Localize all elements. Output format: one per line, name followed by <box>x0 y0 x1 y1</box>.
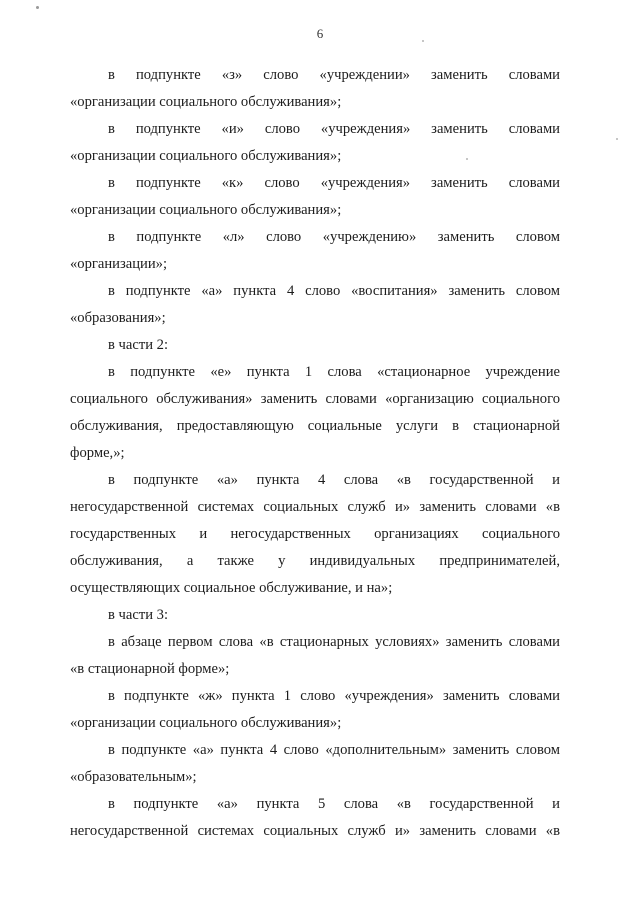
paragraph <box>70 116 560 170</box>
paragraph <box>70 332 560 359</box>
scan-speck <box>616 138 618 140</box>
text-line: в подпункте «л» слово «учреждению» заменить словом <box>108 229 560 245</box>
paragraph <box>70 602 560 629</box>
paragraph <box>70 683 560 737</box>
text-line: «организации социального обслуживания»; <box>70 148 342 164</box>
text-line: в подпункте «е» пункта 1 слова «стационарное учреждение <box>108 364 560 380</box>
page-number: 6 <box>316 26 324 41</box>
text-line: социального обслуживания» заменить словами «организацию социального <box>70 391 560 407</box>
text-line: форме,»; <box>70 445 125 461</box>
text-line: в подпункте «а» пункта 4 слово «дополнительным» заменить словом <box>108 742 560 758</box>
text-line: «в стационарной форме»; <box>70 661 230 677</box>
paragraph <box>70 224 560 278</box>
text-line: в подпункте «а» пункта 4 слово «воспитания» заменить словом <box>108 283 560 299</box>
text-line: в подпункте «а» пункта 5 слова «в государственной и <box>108 796 560 812</box>
paragraph <box>70 62 560 116</box>
text-line: обслуживания, а также у индивидуальных предпринимателей, <box>70 553 560 569</box>
text-line: обслуживания, предоставляющую социальные услуги в стационарной <box>70 418 560 434</box>
text-line: в абзаце первом слова «в стационарных условиях» заменить словами <box>108 634 560 650</box>
text-line: «организации социального обслуживания»; <box>70 715 342 731</box>
paragraph <box>70 629 560 683</box>
scan-mark <box>36 6 39 9</box>
text-line: в подпункте «к» слово «учреждения» заменить словами <box>108 175 560 191</box>
text-line: осуществляющих социальное обслуживание, и на»; <box>70 580 393 596</box>
text-line: «организации социального обслуживания»; <box>70 202 342 218</box>
text-line: негосударственной системах социальных служб и» заменить словами «в <box>70 823 560 839</box>
text-line: «организации социального обслуживания»; <box>70 94 342 110</box>
text-line: государственных и негосударственных организациях социального <box>70 526 560 542</box>
text-line: в подпункте «а» пункта 4 слова «в государственной и <box>108 472 560 488</box>
paragraph <box>70 359 560 467</box>
text-line: в подпункте «и» слово «учреждения» заменить словами <box>108 121 560 137</box>
text-line: «образовательным»; <box>70 769 197 785</box>
paragraph <box>70 737 560 791</box>
text-line: в подпункте «з» слово «учреждении» заменить словами <box>108 67 560 83</box>
text-line: «организации»; <box>70 256 167 272</box>
text-line: «образования»; <box>70 310 166 326</box>
text-line: в подпункте «ж» пункта 1 слово «учреждения» заменить словами <box>108 688 560 704</box>
paragraph <box>70 278 560 332</box>
text-line: негосударственной системах социальных служб и» заменить словами «в <box>70 499 560 515</box>
document-body <box>70 62 560 845</box>
text-line: в части 2: <box>108 337 169 353</box>
paragraph <box>70 791 560 845</box>
paragraph <box>70 170 560 224</box>
text-line: в части 3: <box>108 607 169 623</box>
paragraph <box>70 467 560 602</box>
